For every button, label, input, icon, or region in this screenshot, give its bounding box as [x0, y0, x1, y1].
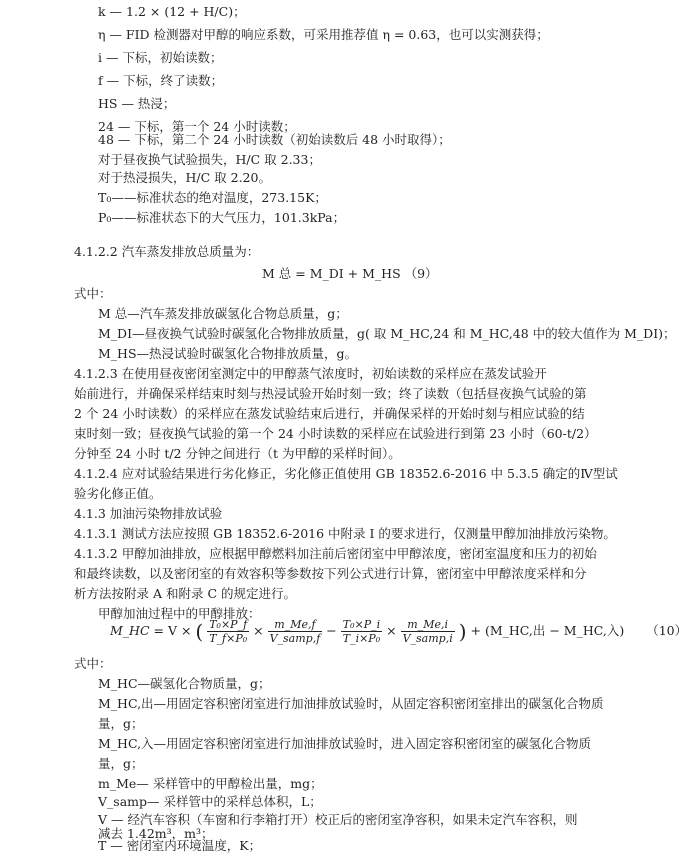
text-line: 量，g； [98, 716, 144, 731]
text-line: T — 密闭室内环境温度，K； [98, 838, 262, 853]
eq-fraction: $\frac{m\_Me,i}{\text{V\_samp,i}}$ [402, 618, 453, 645]
paragraph-line: 2 个 24 小时读数）的采样应在蒸发试验结束后进行，并确保采样的开始时刻与相应试验的结 [74, 406, 585, 421]
text-line: k — 1.2 × (12 + H/C)； [98, 4, 246, 19]
text-line: 减去 1.42m³，m³； [98, 826, 214, 841]
paragraph-line: 4.1.2.3 在使用昼夜密闭室测定中的甲醇蒸气浓度时，初始读数的采样应在蒸发试验开 [74, 366, 547, 381]
text-line: V_samp— 采样管中的采样总体积，L； [98, 794, 322, 809]
paragraph-line: 甲醇加油过程中的甲醇排放： [98, 606, 261, 621]
text-line: 48 — 下标，第二个 24 小时读数（初始读数后 48 小时取得）； [98, 132, 451, 147]
text-line: HS — 热浸； [98, 96, 176, 111]
eq-operator: = V × [153, 623, 192, 638]
equation-9: M 总 = M_DI + M_HS （9） [262, 266, 438, 281]
text-line: M_HC,入—用固定容积密闭室进行加油排放试验时，进入固定容积密闭室的碳氢化合物质 [98, 736, 592, 751]
paragraph-line: 验劣化修正值。 [74, 486, 162, 501]
paragraph-line: 和最终读数，以及密闭室的有效容积等参数按下列公式进行计算，密闭室中甲醇浓度采样和分 [74, 566, 587, 581]
text-line: 式中： [74, 286, 112, 301]
eq-fraction: $\frac{\text{T₀×P\_f}}{\text{T\_f×P₀}}$ [209, 618, 248, 645]
paragraph-line: 4.1.2.4 应对试验结果进行劣化修正，劣化修正值使用 GB 18352.6-2016 中 5.3.5 确定的Ⅳ型试 [74, 466, 618, 481]
text-line: 式中： [74, 656, 112, 671]
eq-label: （10） [646, 623, 687, 638]
eq-fraction: $\frac{\text{T₀×P\_i}}{\text{T\_i×P₀}}$ [342, 618, 381, 645]
text-line: T₀——标准状态的绝对温度，273.15K； [98, 190, 327, 205]
paragraph-line: 析方法按附录 A 和附录 C 的规定进行。 [74, 586, 296, 601]
eq-lhs: M_HC [110, 623, 150, 638]
text-line: M_DI—昼夜换气试验时碳氢化合物排放质量，g( 取 M_HC,24 和 M_HC,48 中的较大值作为 M_DI)； [98, 326, 676, 341]
paragraph-line: 束时刻一致；昼夜换气试验的第一个 24 小时读数的采样应在试验进行到第 23 小时（60-t/2） [74, 426, 597, 441]
equation-10: M_HC = V × ( $\frac{\text{T₀×P\_f}}{\text{T\_f×P₀}}$ × $\frac{m\_Me,f}{\text{V\_samp,f}}$ − $\frac{\text{T₀×P\_i}}{\text{T\_i×P₀}}$ × $\frac{m\_Me,i}{\text{V\_samp,i}}$ ) + (M_HC,出 − M_HC,入) （10） [110, 618, 687, 645]
text-line: V — 经汽车容积（车窗和行李箱打开）校正后的密闭室净容积，如果未定汽车容积，则 [98, 812, 578, 827]
text-line: M_HC,出—用固定容积密闭室进行加油排放试验时，从固定容积密闭室排出的碳氢化合物质 [98, 696, 604, 711]
text-line: 24 — 下标，第一个 24 小时读数； [98, 119, 296, 134]
text-line: 对于昼夜换气试验损失，H/C 取 2.33； [98, 152, 321, 167]
text-line: m_Me— 采样管中的甲醇检出量，mg； [98, 776, 323, 791]
text-line: 量，g； [98, 756, 144, 771]
paragraph-line: 始前进行，并确保采样结束时刻与热浸试验开始时刻一致；终了读数（包括昼夜换气试验的第 [74, 386, 587, 401]
text-line: P₀——标准状态下的大气压力，101.3kPa； [98, 210, 346, 225]
paragraph-line: 4.1.3.1 测试方法应按照 GB 18352.6-2016 中附录 I 的要求进行，仅测量甲醇加油排放污染物。 [74, 526, 616, 541]
text-line: η — FID 检测器对甲醇的响应系数，可采用推荐值 η = 0.63，也可以实测获得； [98, 27, 549, 42]
text-line: i — 下标，初始读数； [98, 50, 223, 65]
eq-tail: + (M_HC,出 − M_HC,入) [470, 623, 625, 638]
section-heading: 4.1.3 加油污染物排放试验 [74, 506, 223, 521]
text-line: 对于热浸损失，H/C 取 2.20。 [98, 170, 271, 185]
section-heading: 4.1.2.2 汽车蒸发排放总质量为： [74, 244, 260, 259]
eq-fraction: $\frac{m\_Me,f}{\text{V\_samp,f}}$ [269, 618, 321, 645]
text-line: f — 下标，终了读数； [98, 73, 224, 88]
text-line: M_HS—热浸试验时碳氢化合物排放质量，g。 [98, 346, 358, 361]
text-line: M 总—汽车蒸发排放碳氢化合物总质量，g； [98, 306, 348, 321]
text-line: M_HC—碳氢化合物质量，g； [98, 676, 271, 691]
paragraph-line: 4.1.3.2 甲醇加油排放，应根据甲醇燃料加注前后密闭室中甲醇浓度，密闭室温度和压力的初始 [74, 546, 597, 561]
paragraph-line: 分钟至 24 小时 t/2 分钟之间进行（t 为甲醇的采样时间）。 [74, 446, 401, 461]
